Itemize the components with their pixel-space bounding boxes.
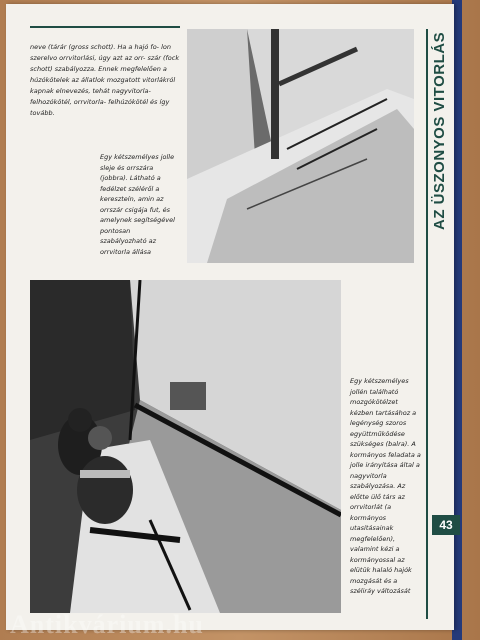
sailboat-deck-photo [187, 29, 414, 263]
watermark-text: Antikvárium.hu [10, 610, 204, 639]
caption-top: Egy kétszemélyes jolle sleje és orrszára (jobbra). Látható a fedélzet széléről a kereszteín, amin az orrszár csigája fut, és amelynek segítségével pontosan szabályozható az orrvitorla állása [100, 153, 175, 256]
sailors-in-boat-photo [30, 280, 341, 613]
top-rule [30, 26, 180, 28]
book-page [6, 4, 454, 630]
side-rule [426, 29, 428, 619]
section-title: AZ ÜSZONYOS VITORLÁS [431, 31, 448, 230]
caption-bottom: Egy kétszemélyes jollén található mozgókötélzet kézben tartásához a legénység szoros együttműködése szükséges (balra). A kormányos feladata a jolle irányítása által a nagyvitorla szabályozása. Az előtte ülő társ az orrvitorlát (a kormányos utasításainak megfelelően), valamint kézi a kormányossal az elütük halaló hajók mozgását és a széliráy változását [350, 377, 421, 595]
page-number: 43 [432, 515, 460, 535]
body-paragraph: neve (tárár (gross schott). Ha a hajó fo- lon szerelvo orrvitorlási, úgy azt az orr- szár (fock schott) szabályozza. Ennek megfelelően a húzókötelek az állatlok mozgatott vitorlákról kapnak elnevezés, tehát nagyvitorla-felhozókötél, orrvitorla- felhúzókötél és így tovább. [30, 43, 180, 117]
